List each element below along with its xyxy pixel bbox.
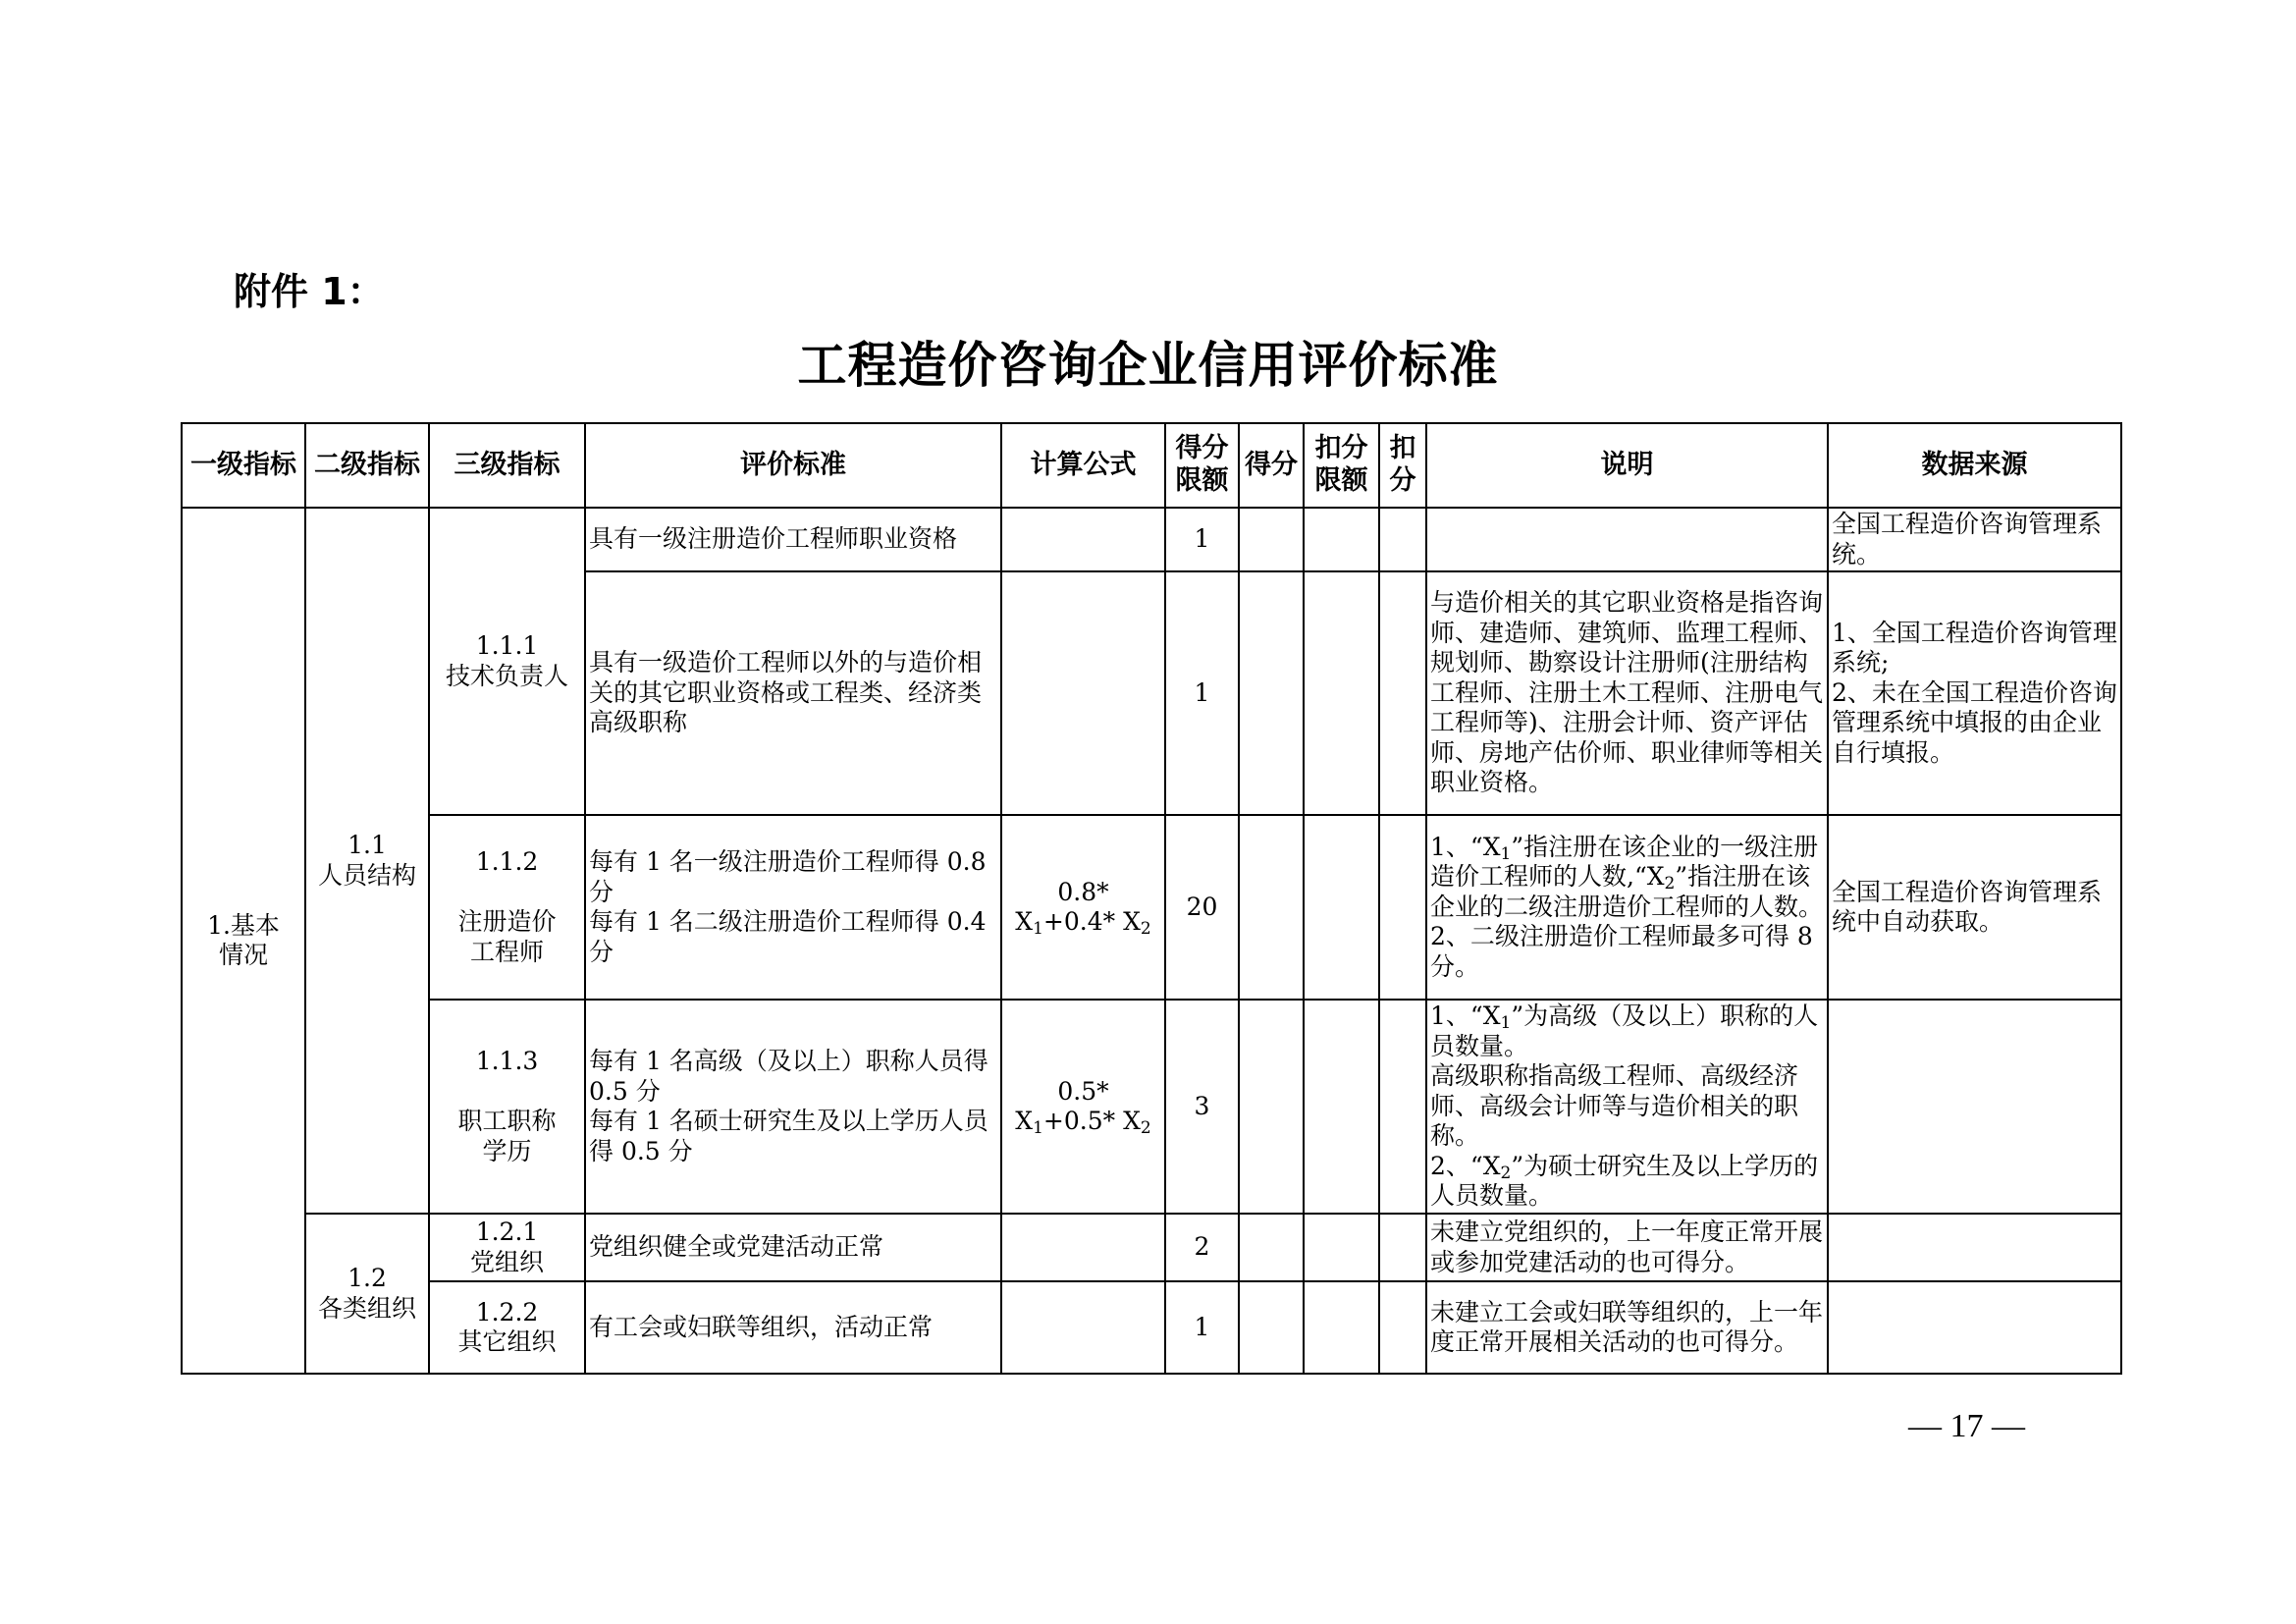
attachment-label: 附件 1：: [234, 270, 385, 313]
level3-name: 职工职称 学历: [457, 1107, 557, 1165]
header-level3: 三级指标: [429, 423, 585, 508]
level3-name: 党组织: [469, 1247, 544, 1276]
level3-code: 1.2.2: [475, 1297, 539, 1326]
level3-name: 技术负责人: [445, 661, 568, 690]
evaluation-standard-table: [181, 422, 2122, 1375]
description-cell: 与造价相关的其它职业资格是指咨询师、建造师、建筑师、监理工程师、规划师、勘察设计注册师(注册结构工程师、注册土木工程师、注册电气工程师等)、注册会计师、资产评估师、房地产估价师、职业律师等相关职业资格。: [1426, 571, 1828, 815]
level3-code: 1.1.3: [475, 1047, 539, 1075]
header-formula: 计算公式: [1001, 423, 1165, 508]
criteria-cell: 党组织健全或党建活动正常: [585, 1214, 1001, 1281]
level3-code: 1.1.2: [475, 847, 539, 876]
table-row: [182, 1214, 2121, 1281]
table-row: [182, 1281, 2121, 1374]
description-cell: [1426, 508, 1828, 571]
criteria-cell: 具有一级注册造价工程师职业资格: [585, 508, 1001, 571]
level3-cell: [429, 1281, 585, 1374]
criteria-cell: 具有一级造价工程师以外的与造价相关的其它职业资格或工程类、经济类高级职称: [585, 571, 1001, 815]
deduct-limit-cell: [1304, 1000, 1379, 1214]
table-row: [182, 508, 2121, 571]
level2-code: 1.2: [347, 1264, 387, 1292]
level3-cell: [429, 508, 585, 815]
score-limit-cell: 20: [1165, 815, 1239, 1000]
score-limit-cell: 3: [1165, 1000, 1239, 1214]
header-source: 数据来源: [1828, 423, 2121, 508]
score-cell: [1239, 508, 1304, 571]
deduct-limit-cell: [1304, 571, 1379, 815]
document-title: 工程造价咨询企业信用评价标准: [797, 337, 1499, 394]
description-cell: 1、“$X_1$”为高级（及以上）职称的人员数量。 高级职称指高级工程师、高级经济师、高级会计师等与造价相关的职称。 2、“$X_2$”为硕士研究生及以上学历的人员数量。: [1426, 1000, 1828, 1214]
deduct-limit-cell: [1304, 1281, 1379, 1374]
table-row: [182, 1000, 2121, 1214]
page-number: — 17 —: [1908, 1408, 2025, 1444]
header-level2: 二级指标: [305, 423, 429, 508]
score-limit-cell: 1: [1165, 508, 1239, 571]
score-cell: [1239, 1000, 1304, 1214]
source-cell: 全国工程造价咨询管理系统。: [1828, 508, 2121, 571]
header-deduct: 扣 分: [1379, 423, 1426, 508]
criteria-cell: 有工会或妇联等组织，活动正常: [585, 1281, 1001, 1374]
table-row: [182, 815, 2121, 1000]
source-cell: [1828, 1214, 2121, 1281]
score-limit-cell: 2: [1165, 1214, 1239, 1281]
level2-name: 人员结构: [317, 860, 416, 890]
header-deduct-limit: 扣分 限额: [1304, 423, 1379, 508]
level3-name: 注册造价 工程师: [457, 907, 557, 966]
level1-code: 1.基本: [207, 910, 280, 940]
header-description: 说明: [1426, 423, 1828, 508]
deduct-limit-cell: [1304, 1214, 1379, 1281]
header-criteria: 评价标准: [585, 423, 1001, 508]
level3-name: 其它组织: [457, 1327, 557, 1356]
deduct-cell: [1379, 508, 1426, 571]
level2-name: 各类组织: [317, 1293, 416, 1323]
deduct-limit-cell: [1304, 508, 1379, 571]
criteria-cell: 每有 1 名一级注册造价工程师得 0.8 分 每有 1 名二级注册造价工程师得 0.4 分: [585, 815, 1001, 1000]
deduct-cell: [1379, 571, 1426, 815]
level3-cell: [429, 1214, 585, 1281]
formula-cell: 0.5* $X_1+0.5*$ $X_2$: [1001, 1000, 1165, 1214]
formula-cell: [1001, 1214, 1165, 1281]
score-cell: [1239, 571, 1304, 815]
level2-cell: [305, 508, 429, 1214]
deduct-cell: [1379, 1214, 1426, 1281]
score-cell: [1239, 815, 1304, 1000]
description-cell: 未建立党组织的，上一年度正常开展或参加党建活动的也可得分。: [1426, 1214, 1828, 1281]
formula-cell: [1001, 571, 1165, 815]
deduct-limit-cell: [1304, 815, 1379, 1000]
score-limit-cell: 1: [1165, 571, 1239, 815]
score-limit-cell: 1: [1165, 1281, 1239, 1374]
level3-code: 1.1.1: [475, 631, 539, 660]
score-cell: [1239, 1214, 1304, 1281]
deduct-cell: [1379, 815, 1426, 1000]
deduct-cell: [1379, 1281, 1426, 1374]
header-score-limit: 得分 限额: [1165, 423, 1239, 508]
level2-cell: [305, 1214, 429, 1374]
source-cell: [1828, 1000, 2121, 1214]
header-level1: 一级指标: [182, 423, 305, 508]
level2-code: 1.1: [347, 831, 387, 859]
source-cell: 全国工程造价咨询管理系统中自动获取。: [1828, 815, 2121, 1000]
criteria-cell: 每有 1 名高级（及以上）职称人员得 0.5 分 每有 1 名硕士研究生及以上学历人员得 0.5 分: [585, 1000, 1001, 1214]
table-header-row: [182, 423, 2121, 508]
level3-cell: [429, 815, 585, 1000]
level1-cell: [182, 508, 305, 1374]
description-cell: 未建立工会或妇联等组织的，上一年度正常开展相关活动的也可得分。: [1426, 1281, 1828, 1374]
score-cell: [1239, 1281, 1304, 1374]
level1-name: 情况: [218, 941, 268, 969]
formula-cell: [1001, 508, 1165, 571]
formula-cell: [1001, 1281, 1165, 1374]
level3-cell: [429, 1000, 585, 1214]
formula-cell: 0.8* $X_1+0.4*$ $X_2$: [1001, 815, 1165, 1000]
source-cell: 1、全国工程造价咨询管理系统; 2、未在全国工程造价咨询管理系统中填报的由企业自行填报。: [1828, 571, 2121, 815]
deduct-cell: [1379, 1000, 1426, 1214]
description-cell: 1、“$X_1$”指注册在该企业的一级注册造价工程师的人数$,“X_2$”指注册在该企业的二级注册造价工程师的人数。 2、二级注册造价工程师最多可得 8 分。: [1426, 815, 1828, 1000]
level3-code: 1.2.1: [475, 1218, 539, 1246]
header-score: 得分: [1239, 423, 1304, 508]
source-cell: [1828, 1281, 2121, 1374]
